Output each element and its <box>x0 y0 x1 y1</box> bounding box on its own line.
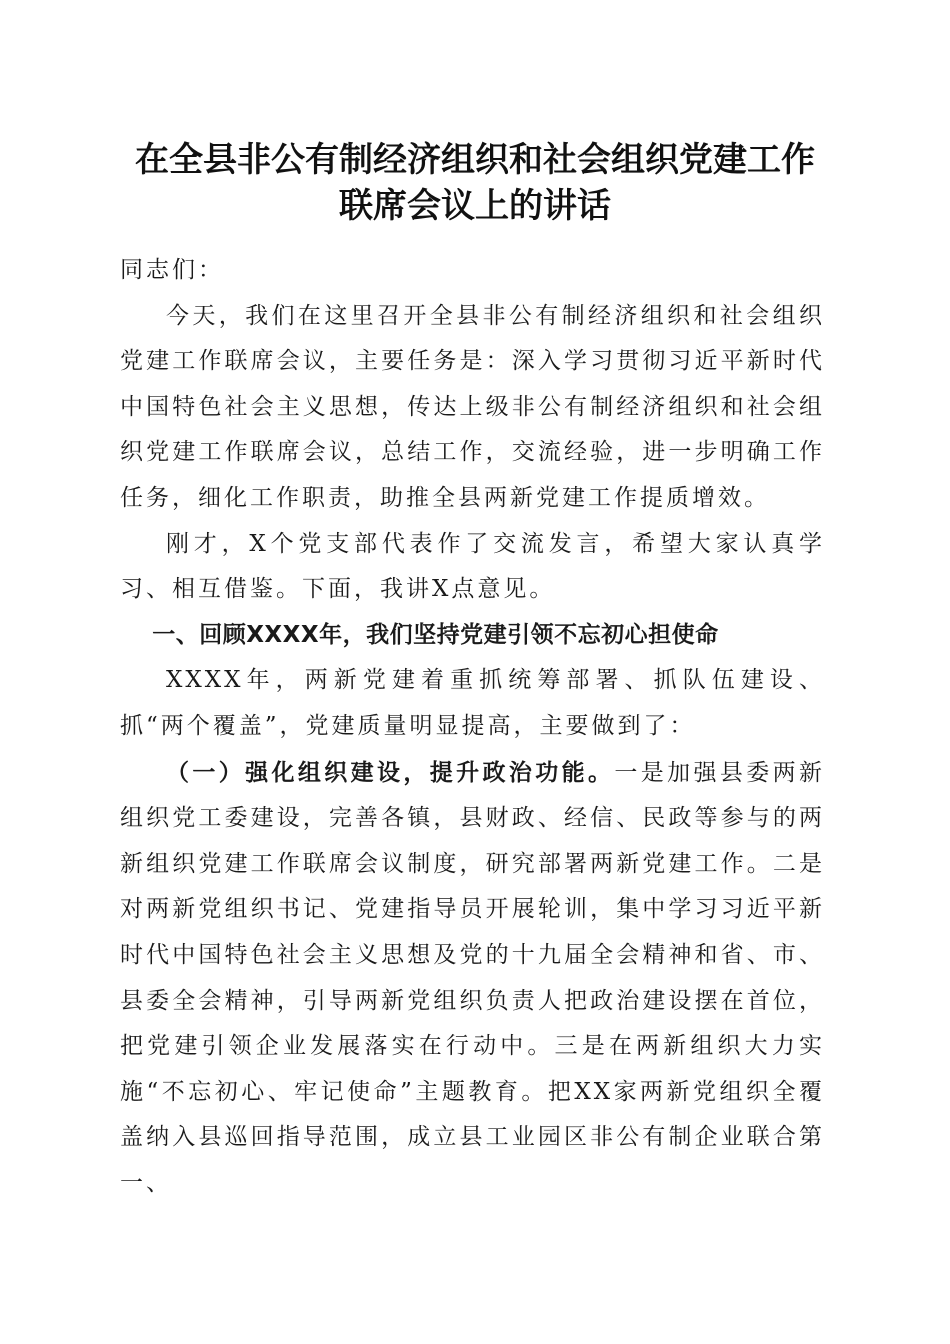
paragraph-intro: 今天，我们在这里召开全县非公有制经济组织和社会组织党建工作联席会议，主要任务是：深入学习贯彻习近平新时代中国特色社会主义思想，传达上级非公有制经济组织和社会组织党建工作联席会议，总结工作，交流经验，进一步明确工作任务，细化工作职责，助推全县两新党建工作提质增效。 <box>120 302 825 511</box>
document-title-line-2: 联席会议上的讲话 <box>339 186 611 226</box>
section-heading-1: 一、回顾XXXX年，我们坚持党建引领不忘初心担使命 <box>152 621 719 648</box>
subsection-body-1: 一是加强县委两新组织党工委建设，完善各镇，县财政、经信、民政等参与的两新组织党建工作联席会议制度，研究部署两新党建工作。二是对两新党组织书记、党建指导员开展轮训，集中学习习近平新时代中国特色社会主义思想及党的十九届全会精神和省、市、县委全会精神，引导两新党组织负责人把政治建设摆在首位，把党建引领企业发展落实在行动中。三是在两新组织大力实施“不忘初心、牢记使命”主题教育。把XX家两新党组织全覆盖纳入县巡回指导范围，成立县工业园区非公有制企业联合第一、 <box>120 759 825 1196</box>
paragraph-review: XXXX年，两新党建着重抓统筹部署、抓队伍建设、抓“两个覆盖”，党建质量明显提高，主要做到了： <box>120 667 825 739</box>
document-title-line-1: 在全县非公有制经济组织和社会组织党建工作 <box>135 140 815 180</box>
salutation: 同志们： <box>120 257 224 283</box>
paragraph-organization <box>120 750 825 1207</box>
subsection-heading-1: （一）强化组织建设，提升政治功能。 <box>166 758 615 786</box>
document-body <box>120 248 825 1206</box>
paragraph-exchange: 刚才，X个党支部代表作了交流发言，希望大家认真学习、相互借鉴。下面，我讲X点意见。 <box>120 530 825 603</box>
